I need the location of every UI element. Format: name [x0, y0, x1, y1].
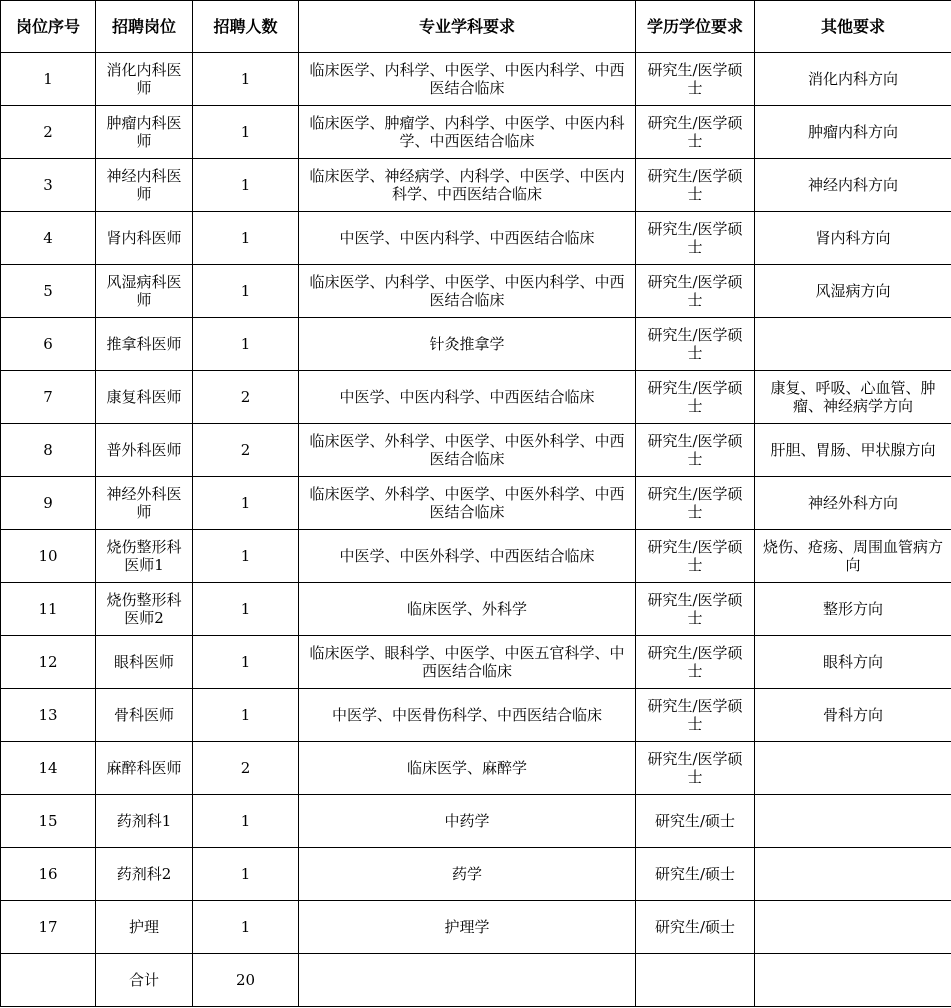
other-requirement-cell: 神经外科方向: [755, 477, 951, 530]
post-number-cell: 1: [1, 53, 96, 106]
post-name-cell: 消化内科医师: [96, 53, 193, 106]
degree-requirement-cell: 研究生/医学硕士: [636, 159, 755, 212]
post-name-cell: 烧伤整形科医师1: [96, 530, 193, 583]
major-requirement-cell: 临床医学、内科学、中医学、中医内科学、中西医结合临床: [299, 53, 636, 106]
total-empty-cell: [1, 954, 96, 1007]
major-requirement-cell: 中医学、中医外科学、中西医结合临床: [299, 530, 636, 583]
degree-requirement-cell: 研究生/医学硕士: [636, 318, 755, 371]
other-requirement-cell: 肾内科方向: [755, 212, 951, 265]
major-requirement-cell: 中医学、中医骨伤科学、中西医结合临床: [299, 689, 636, 742]
total-empty-cell: [755, 954, 951, 1007]
post-name-cell: 普外科医师: [96, 424, 193, 477]
degree-requirement-cell: 研究生/医学硕士: [636, 424, 755, 477]
major-requirement-cell: 临床医学、外科学、中医学、中医外科学、中西医结合临床: [299, 477, 636, 530]
major-requirement-cell: 中医学、中医内科学、中西医结合临床: [299, 371, 636, 424]
post-number-cell: 5: [1, 265, 96, 318]
header-degree-requirement: 学历学位要求: [636, 1, 755, 53]
header-other-requirement: 其他要求: [755, 1, 951, 53]
other-requirement-cell: [755, 742, 951, 795]
table-row: [1, 106, 951, 159]
table-row: [1, 742, 951, 795]
other-requirement-cell: 康复、呼吸、心血管、肿瘤、神经病学方向: [755, 371, 951, 424]
headcount-cell: 1: [193, 848, 299, 901]
degree-requirement-cell: 研究生/硕士: [636, 901, 755, 954]
table-body: [1, 53, 951, 1007]
major-requirement-cell: 临床医学、外科学: [299, 583, 636, 636]
post-name-cell: 药剂科2: [96, 848, 193, 901]
post-name-cell: 神经外科医师: [96, 477, 193, 530]
degree-requirement-cell: 研究生/医学硕士: [636, 636, 755, 689]
post-number-cell: 4: [1, 212, 96, 265]
degree-requirement-cell: 研究生/医学硕士: [636, 371, 755, 424]
other-requirement-cell: 整形方向: [755, 583, 951, 636]
table-row: [1, 901, 951, 954]
major-requirement-cell: 临床医学、肿瘤学、内科学、中医学、中医内科学、中西医结合临床: [299, 106, 636, 159]
post-number-cell: 7: [1, 371, 96, 424]
headcount-cell: 1: [193, 477, 299, 530]
degree-requirement-cell: 研究生/医学硕士: [636, 477, 755, 530]
other-requirement-cell: [755, 795, 951, 848]
headcount-cell: 2: [193, 742, 299, 795]
headcount-cell: 1: [193, 106, 299, 159]
post-number-cell: 2: [1, 106, 96, 159]
post-name-cell: 药剂科1: [96, 795, 193, 848]
other-requirement-cell: 肿瘤内科方向: [755, 106, 951, 159]
table-row: [1, 477, 951, 530]
post-name-cell: 康复科医师: [96, 371, 193, 424]
header-headcount: 招聘人数: [193, 1, 299, 53]
table-row: [1, 689, 951, 742]
other-requirement-cell: 烧伤、疮疡、周围血管病方向: [755, 530, 951, 583]
header-major-requirement: 专业学科要求: [299, 1, 636, 53]
post-number-cell: 11: [1, 583, 96, 636]
table-row: [1, 318, 951, 371]
other-requirement-cell: 骨科方向: [755, 689, 951, 742]
post-number-cell: 3: [1, 159, 96, 212]
headcount-cell: 1: [193, 318, 299, 371]
post-name-cell: 肾内科医师: [96, 212, 193, 265]
major-requirement-cell: 护理学: [299, 901, 636, 954]
table-row: [1, 530, 951, 583]
headcount-cell: 1: [193, 53, 299, 106]
headcount-cell: 1: [193, 795, 299, 848]
other-requirement-cell: [755, 318, 951, 371]
post-name-cell: 眼科医师: [96, 636, 193, 689]
degree-requirement-cell: 研究生/医学硕士: [636, 689, 755, 742]
other-requirement-cell: 眼科方向: [755, 636, 951, 689]
post-number-cell: 17: [1, 901, 96, 954]
other-requirement-cell: 肝胆、胃肠、甲状腺方向: [755, 424, 951, 477]
headcount-cell: 2: [193, 424, 299, 477]
table-row: [1, 265, 951, 318]
post-number-cell: 10: [1, 530, 96, 583]
degree-requirement-cell: 研究生/医学硕士: [636, 530, 755, 583]
headcount-cell: 1: [193, 530, 299, 583]
post-number-cell: 9: [1, 477, 96, 530]
post-number-cell: 12: [1, 636, 96, 689]
degree-requirement-cell: 研究生/医学硕士: [636, 106, 755, 159]
post-number-cell: 13: [1, 689, 96, 742]
post-name-cell: 肿瘤内科医师: [96, 106, 193, 159]
other-requirement-cell: [755, 848, 951, 901]
major-requirement-cell: 中医学、中医内科学、中西医结合临床: [299, 212, 636, 265]
major-requirement-cell: 中药学: [299, 795, 636, 848]
total-empty-cell: [299, 954, 636, 1007]
degree-requirement-cell: 研究生/硕士: [636, 795, 755, 848]
major-requirement-cell: 临床医学、神经病学、内科学、中医学、中医内科学、中西医结合临床: [299, 159, 636, 212]
total-label-cell: 合计: [96, 954, 193, 1007]
table-row: [1, 212, 951, 265]
major-requirement-cell: 临床医学、内科学、中医学、中医内科学、中西医结合临床: [299, 265, 636, 318]
headcount-cell: 2: [193, 371, 299, 424]
post-number-cell: 8: [1, 424, 96, 477]
major-requirement-cell: 临床医学、麻醉学: [299, 742, 636, 795]
table-row: [1, 159, 951, 212]
other-requirement-cell: [755, 901, 951, 954]
degree-requirement-cell: 研究生/医学硕士: [636, 212, 755, 265]
post-name-cell: 烧伤整形科医师2: [96, 583, 193, 636]
table-row: [1, 371, 951, 424]
headcount-cell: 1: [193, 583, 299, 636]
total-row: [1, 954, 951, 1007]
table-row: [1, 795, 951, 848]
post-name-cell: 推拿科医师: [96, 318, 193, 371]
degree-requirement-cell: 研究生/医学硕士: [636, 742, 755, 795]
table-row: [1, 583, 951, 636]
headcount-cell: 1: [193, 901, 299, 954]
post-number-cell: 6: [1, 318, 96, 371]
headcount-cell: 1: [193, 159, 299, 212]
post-number-cell: 14: [1, 742, 96, 795]
other-requirement-cell: 神经内科方向: [755, 159, 951, 212]
post-name-cell: 骨科医师: [96, 689, 193, 742]
headcount-cell: 1: [193, 212, 299, 265]
headcount-cell: 1: [193, 636, 299, 689]
total-empty-cell: [636, 954, 755, 1007]
header-row: [1, 1, 951, 53]
post-number-cell: 15: [1, 795, 96, 848]
post-number-cell: 16: [1, 848, 96, 901]
other-requirement-cell: 风湿病方向: [755, 265, 951, 318]
other-requirement-cell: 消化内科方向: [755, 53, 951, 106]
degree-requirement-cell: 研究生/硕士: [636, 848, 755, 901]
degree-requirement-cell: 研究生/医学硕士: [636, 583, 755, 636]
header-post-name: 招聘岗位: [96, 1, 193, 53]
post-name-cell: 麻醉科医师: [96, 742, 193, 795]
headcount-cell: 1: [193, 265, 299, 318]
total-count-cell: 20: [193, 954, 299, 1007]
post-name-cell: 护理: [96, 901, 193, 954]
table-row: [1, 424, 951, 477]
post-name-cell: 风湿病科医师: [96, 265, 193, 318]
post-name-cell: 神经内科医师: [96, 159, 193, 212]
degree-requirement-cell: 研究生/医学硕士: [636, 53, 755, 106]
major-requirement-cell: 临床医学、眼科学、中医学、中医五官科学、中西医结合临床: [299, 636, 636, 689]
degree-requirement-cell: 研究生/医学硕士: [636, 265, 755, 318]
table-row: [1, 53, 951, 106]
headcount-cell: 1: [193, 689, 299, 742]
major-requirement-cell: 临床医学、外科学、中医学、中医外科学、中西医结合临床: [299, 424, 636, 477]
table-row: [1, 636, 951, 689]
major-requirement-cell: 针灸推拿学: [299, 318, 636, 371]
major-requirement-cell: 药学: [299, 848, 636, 901]
table-row: [1, 848, 951, 901]
header-post-number: 岗位序号: [1, 1, 96, 53]
